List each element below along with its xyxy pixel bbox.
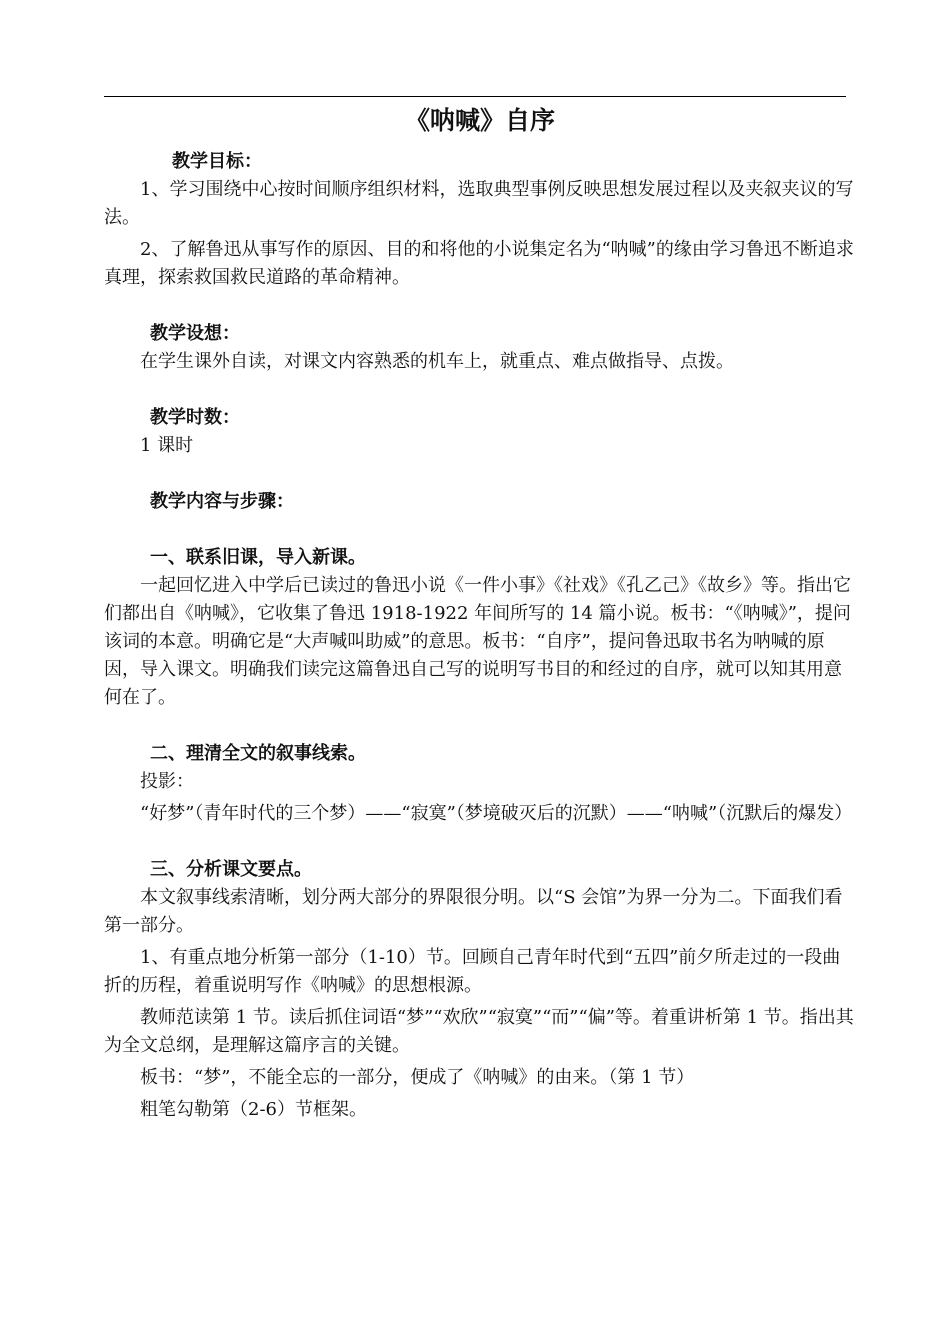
section-3-para-1: 本文叙事线索清晰，划分两大部分的界限很分明。以“S 会馆”为界一分为二。下面我们看第一部分。 [104, 887, 843, 936]
goal-1: 1、学习围绕中心按时间顺序组织材料，选取典型事例反映思想发展过程以及夹叙夹议的写法。 [104, 179, 854, 228]
time-heading: 教学时数： [150, 407, 240, 428]
section-3-para-3: 教师范读第 1 节。读后抓住词语“梦”“欢欣”“寂寞”“而”“偏”等。着重讲析第 1 节。指出其为全文总纲，是理解这篇序言的关键。 [104, 1007, 854, 1056]
idea-heading: 教学设想： [150, 323, 240, 344]
document-title: 《呐喊》自序 [404, 106, 555, 135]
section-3-para-5: 粗笔勾勒第（2-6）节框架。 [140, 1099, 367, 1120]
idea-text: 在学生课外自读，对课文内容熟悉的机车上，就重点、难点做指导、点拨。 [140, 351, 734, 372]
steps-heading: 教学内容与步骤： [150, 491, 294, 512]
goals-heading: 教学目标： [172, 151, 262, 172]
time-text: 1 课时 [140, 435, 194, 456]
section-3-heading: 三、分析课文要点。 [150, 859, 312, 880]
section-1-text: 一起回忆进入中学后已读过的鲁迅小说《一件小事》《社戏》《孔乙己》《故乡》等。指出它们都出自《呐喊》，它收集了鲁迅 1918-1922 年间所写的 14 篇小说。板书：“《呐喊》”，提问该词的本意。明确它是“大声喊叫助威”的意思。板书：“自序”，提问鲁迅取书名为呐喊的原因，导入课文。明确我们读完这篇鲁迅自己写的说明写书目的和经过的自序，就可以知其用意何在了。 [104, 575, 851, 708]
document-body [104, 104, 856, 1124]
section-2-text: “好梦”（青年时代的三个梦）——“寂寞”（梦境破灭后的沉默）——“呐喊”（沉默后的爆发） [140, 803, 853, 824]
section-2-label: 投影： [140, 771, 194, 792]
section-2-heading: 二、理清全文的叙事线索。 [150, 743, 366, 764]
section-3-para-2: 1、有重点地分析第一部分（1-10）节。回顾自己青年时代到“五四”前夕所走过的一段曲折的历程，着重说明写作《呐喊》的思想根源。 [104, 947, 841, 996]
top-rule [104, 96, 846, 97]
goal-2: 2、了解鲁迅从事写作的原因、目的和将他的小说集定名为“呐喊”的缘由学习鲁迅不断追求真理，探索救国救民道路的革命精神。 [104, 239, 854, 288]
section-3-para-4: 板书：“梦”，不能全忘的一部分，便成了《呐喊》的由来。（第 1 节） [140, 1067, 695, 1088]
section-1-heading: 一、联系旧课，导入新课。 [150, 547, 366, 568]
